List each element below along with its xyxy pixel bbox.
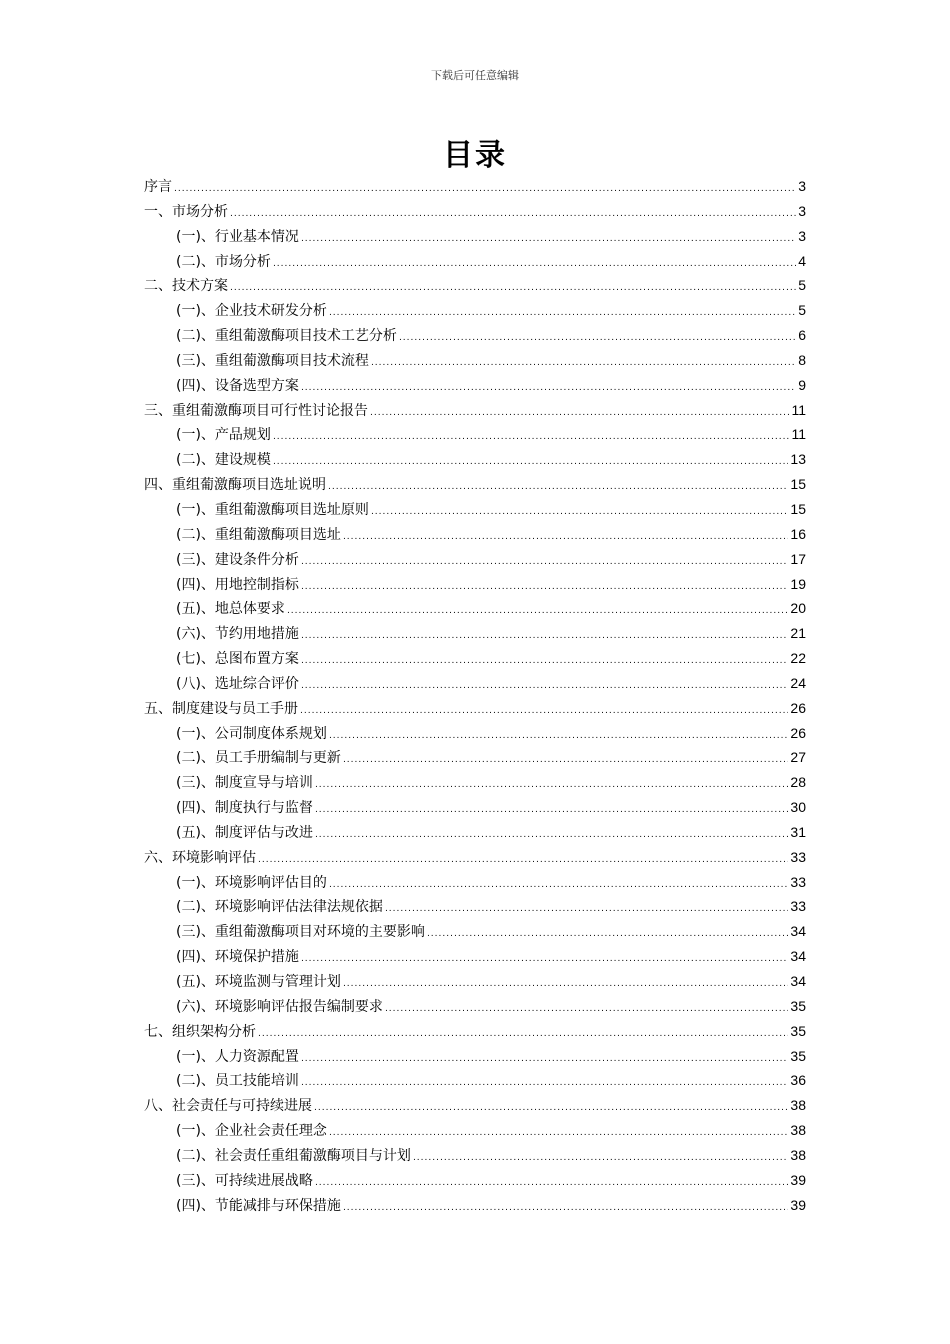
toc-entry[interactable]	[144, 944, 806, 969]
toc-entry-label: (六)、节约用地措施	[176, 626, 299, 643]
toc-leader-dots	[385, 897, 788, 922]
toc-entry-page-number: 31	[790, 823, 806, 840]
toc-entry-page-number: 4	[798, 252, 806, 269]
toc-entry[interactable]	[144, 795, 806, 820]
toc-entry[interactable]	[144, 323, 806, 348]
toc-entry-page-number: 5	[798, 302, 806, 319]
toc-entry[interactable]	[144, 820, 806, 845]
toc-entry-page-number: 3	[798, 227, 806, 244]
toc-leader-dots	[301, 376, 796, 401]
toc-entry-label: (三)、制度宣导与培训	[176, 775, 313, 792]
toc-leader-dots	[301, 624, 788, 649]
toc-entry-page-number: 15	[790, 500, 806, 517]
toc-list	[144, 174, 806, 1217]
toc-entry[interactable]	[144, 870, 806, 895]
toc-entry[interactable]	[144, 422, 806, 447]
toc-entry[interactable]	[144, 174, 806, 199]
toc-entry[interactable]	[144, 894, 806, 919]
toc-entry[interactable]	[144, 1193, 806, 1218]
toc-entry-label: (四)、节能减排与环保措施	[176, 1197, 341, 1214]
toc-entry-page-number: 38	[790, 1146, 806, 1163]
toc-entry-page-number: 36	[790, 1072, 806, 1089]
toc-leader-dots	[273, 252, 796, 277]
toc-entry-label: (一)、产品规划	[176, 427, 271, 444]
toc-leader-dots	[230, 276, 796, 301]
toc-entry[interactable]	[144, 547, 806, 572]
toc-entry-page-number: 26	[790, 699, 806, 716]
toc-entry-page-number: 15	[790, 476, 806, 493]
toc-entry-page-number: 38	[790, 1122, 806, 1139]
toc-entry-label: (四)、制度执行与监督	[176, 800, 313, 817]
toc-entry[interactable]	[144, 1143, 806, 1168]
toc-leader-dots	[413, 1146, 788, 1171]
toc-entry-label: (一)、公司制度体系规划	[176, 725, 327, 742]
toc-entry[interactable]	[144, 273, 806, 298]
toc-leader-dots	[328, 475, 788, 500]
toc-entry-label: (八)、选址综合评价	[176, 675, 299, 692]
toc-entry[interactable]	[144, 770, 806, 795]
toc-entry[interactable]	[144, 646, 806, 671]
page-header: 下载后可任意编辑	[431, 69, 519, 82]
toc-entry-label: (二)、员工手册编制与更新	[176, 750, 341, 767]
toc-entry-label: 二、技术方案	[144, 278, 228, 295]
toc-entry-page-number: 22	[790, 650, 806, 667]
toc-entry[interactable]	[144, 398, 806, 423]
toc-entry[interactable]	[144, 845, 806, 870]
toc-leader-dots	[273, 450, 788, 475]
toc-entry-label: (一)、环境影响评估目的	[176, 874, 327, 891]
toc-entry[interactable]	[144, 1093, 806, 1118]
toc-entry-label: (四)、环境保护措施	[176, 949, 299, 966]
toc-entry[interactable]	[144, 522, 806, 547]
toc-leader-dots	[301, 550, 788, 575]
toc-entry-label: (二)、员工技能培训	[176, 1073, 299, 1090]
toc-entry-label: (二)、市场分析	[176, 253, 271, 270]
toc-entry-page-number: 20	[790, 600, 806, 617]
toc-entry-page-number: 21	[790, 625, 806, 642]
toc-entry[interactable]	[144, 1044, 806, 1069]
toc-title: 目录	[443, 138, 507, 173]
toc-entry[interactable]	[144, 447, 806, 472]
toc-entry-label: 一、市场分析	[144, 203, 228, 220]
toc-entry[interactable]	[144, 596, 806, 621]
toc-leader-dots	[258, 848, 788, 873]
toc-leader-dots	[301, 947, 788, 972]
toc-leader-dots	[273, 425, 790, 450]
toc-entry-label: (六)、环境影响评估报告编制要求	[176, 998, 383, 1015]
toc-leader-dots	[315, 823, 788, 848]
toc-entry[interactable]	[144, 721, 806, 746]
toc-entry-page-number: 3	[798, 178, 806, 194]
toc-leader-dots	[343, 525, 788, 550]
toc-leader-dots	[315, 798, 788, 823]
toc-leader-dots	[371, 500, 788, 525]
toc-entry-page-number: 39	[790, 1196, 806, 1213]
toc-entry-page-number: 28	[790, 774, 806, 791]
toc-leader-dots	[315, 773, 788, 798]
toc-entry[interactable]	[144, 1019, 806, 1044]
toc-entry-page-number: 11	[791, 401, 806, 418]
toc-entry[interactable]	[144, 1168, 806, 1193]
toc-entry-label: (五)、地总体要求	[176, 601, 285, 618]
toc-entry-label: 五、制度建设与员工手册	[144, 700, 298, 717]
toc-entry[interactable]	[144, 497, 806, 522]
toc-entry-page-number: 35	[790, 1047, 806, 1064]
toc-entry-label: (七)、总图布置方案	[176, 651, 299, 668]
toc-entry[interactable]	[144, 298, 806, 323]
toc-leader-dots	[301, 575, 788, 600]
toc-entry-page-number: 5	[798, 277, 806, 294]
toc-entry-page-number: 13	[790, 451, 806, 468]
toc-entry[interactable]	[144, 919, 806, 944]
toc-entry-page-number: 34	[790, 923, 806, 940]
toc-leader-dots	[343, 1196, 788, 1221]
toc-leader-dots	[329, 873, 788, 898]
toc-entry-page-number: 35	[790, 1022, 806, 1039]
toc-entry-page-number: 16	[790, 525, 806, 542]
toc-entry-label: (三)、可持续进展战略	[176, 1172, 313, 1189]
toc-leader-dots	[174, 177, 796, 202]
toc-leader-dots	[385, 997, 788, 1022]
toc-leader-dots	[343, 748, 788, 773]
toc-entry-label: (三)、重组葡激酶项目技术流程	[176, 352, 369, 369]
toc-entry-page-number: 8	[798, 351, 806, 368]
toc-leader-dots	[258, 1022, 788, 1047]
toc-entry-label: 序言	[144, 179, 172, 195]
toc-leader-dots	[329, 1121, 788, 1146]
toc-entry-label: 八、社会责任与可持续进展	[144, 1098, 312, 1115]
toc-entry-label: (二)、重组葡激酶项目技术工艺分析	[176, 328, 397, 345]
toc-entry-page-number: 11	[791, 426, 806, 443]
toc-entry-label: (一)、人力资源配置	[176, 1048, 299, 1065]
toc-entry-page-number: 39	[790, 1171, 806, 1188]
toc-entry[interactable]	[144, 696, 806, 721]
toc-entry-page-number: 3	[798, 202, 806, 219]
toc-entry-label: (一)、行业基本情况	[176, 228, 299, 245]
toc-entry-page-number: 34	[790, 948, 806, 965]
toc-entry[interactable]	[144, 994, 806, 1019]
toc-entry-label: (四)、设备选型方案	[176, 377, 299, 394]
toc-leader-dots	[399, 326, 796, 351]
toc-entry-page-number: 33	[790, 848, 806, 865]
toc-entry-page-number: 38	[790, 1097, 806, 1114]
toc-leader-dots	[315, 1171, 788, 1196]
toc-entry-page-number: 34	[790, 973, 806, 989]
toc-entry[interactable]	[144, 1118, 806, 1143]
toc-entry-page-number: 17	[790, 550, 806, 567]
toc-leader-dots	[287, 599, 788, 624]
toc-leader-dots	[329, 724, 788, 749]
toc-entry-label: 六、环境影响评估	[144, 849, 256, 866]
toc-entry[interactable]	[144, 348, 806, 373]
toc-entry-page-number: 6	[798, 327, 806, 344]
toc-leader-dots	[370, 401, 789, 426]
toc-leader-dots	[301, 674, 788, 699]
toc-entry-label: (二)、建设规模	[176, 452, 271, 469]
toc-leader-dots	[314, 1096, 788, 1121]
toc-entry-page-number: 33	[790, 873, 806, 890]
toc-entry-label: 四、重组葡激酶项目选址说明	[144, 477, 326, 494]
toc-leader-dots	[371, 351, 796, 376]
toc-entry-page-number: 26	[790, 724, 806, 741]
toc-entry-label: (二)、环境影响评估法律法规依据	[176, 899, 383, 916]
toc-entry-label: 三、重组葡激酶项目可行性讨论报告	[144, 402, 368, 419]
toc-entry-page-number: 33	[790, 898, 806, 915]
toc-entry[interactable]	[144, 745, 806, 770]
toc-entry[interactable]	[144, 572, 806, 597]
toc-leader-dots	[301, 649, 788, 674]
toc-entry-label: (五)、制度评估与改进	[176, 824, 313, 841]
toc-leader-dots	[230, 202, 796, 227]
toc-leader-dots	[301, 227, 796, 252]
toc-entry-label: (二)、社会责任重组葡激酶项目与计划	[176, 1147, 411, 1164]
toc-leader-dots	[343, 972, 788, 997]
toc-entry[interactable]	[144, 373, 806, 398]
toc-leader-dots	[300, 699, 788, 724]
toc-entry[interactable]	[144, 224, 806, 249]
toc-entry[interactable]	[144, 1068, 806, 1093]
toc-entry-label: (一)、企业技术研发分析	[176, 303, 327, 320]
toc-entry-page-number: 9	[798, 376, 806, 393]
toc-entry[interactable]	[144, 472, 806, 497]
toc-leader-dots	[301, 1071, 788, 1096]
toc-entry[interactable]	[144, 249, 806, 274]
toc-entry-label: (四)、用地控制指标	[176, 576, 299, 593]
toc-entry[interactable]	[144, 671, 806, 696]
toc-entry-label: (五)、环境监测与管理计划	[176, 974, 341, 990]
toc-entry-page-number: 30	[790, 799, 806, 816]
toc-entry-page-number: 35	[790, 997, 806, 1014]
toc-leader-dots	[301, 1047, 788, 1072]
toc-entry-label: (三)、重组葡激酶项目对环境的主要影响	[176, 924, 425, 941]
toc-entry-page-number: 27	[790, 749, 806, 766]
toc-leader-dots	[427, 922, 788, 947]
toc-entry[interactable]	[144, 621, 806, 646]
toc-entry-label: (二)、重组葡激酶项目选址	[176, 526, 341, 543]
toc-entry-label: (一)、重组葡激酶项目选址原则	[176, 501, 369, 518]
toc-entry-label: (一)、企业社会责任理念	[176, 1123, 327, 1140]
toc-entry-page-number: 24	[790, 674, 806, 691]
toc-entry-label: (三)、建设条件分析	[176, 551, 299, 568]
toc-entry-label: 七、组织架构分析	[144, 1023, 256, 1040]
toc-entry[interactable]	[144, 199, 806, 224]
toc-entry-page-number: 19	[790, 575, 806, 592]
toc-entry[interactable]	[144, 969, 806, 994]
toc-leader-dots	[329, 301, 796, 326]
